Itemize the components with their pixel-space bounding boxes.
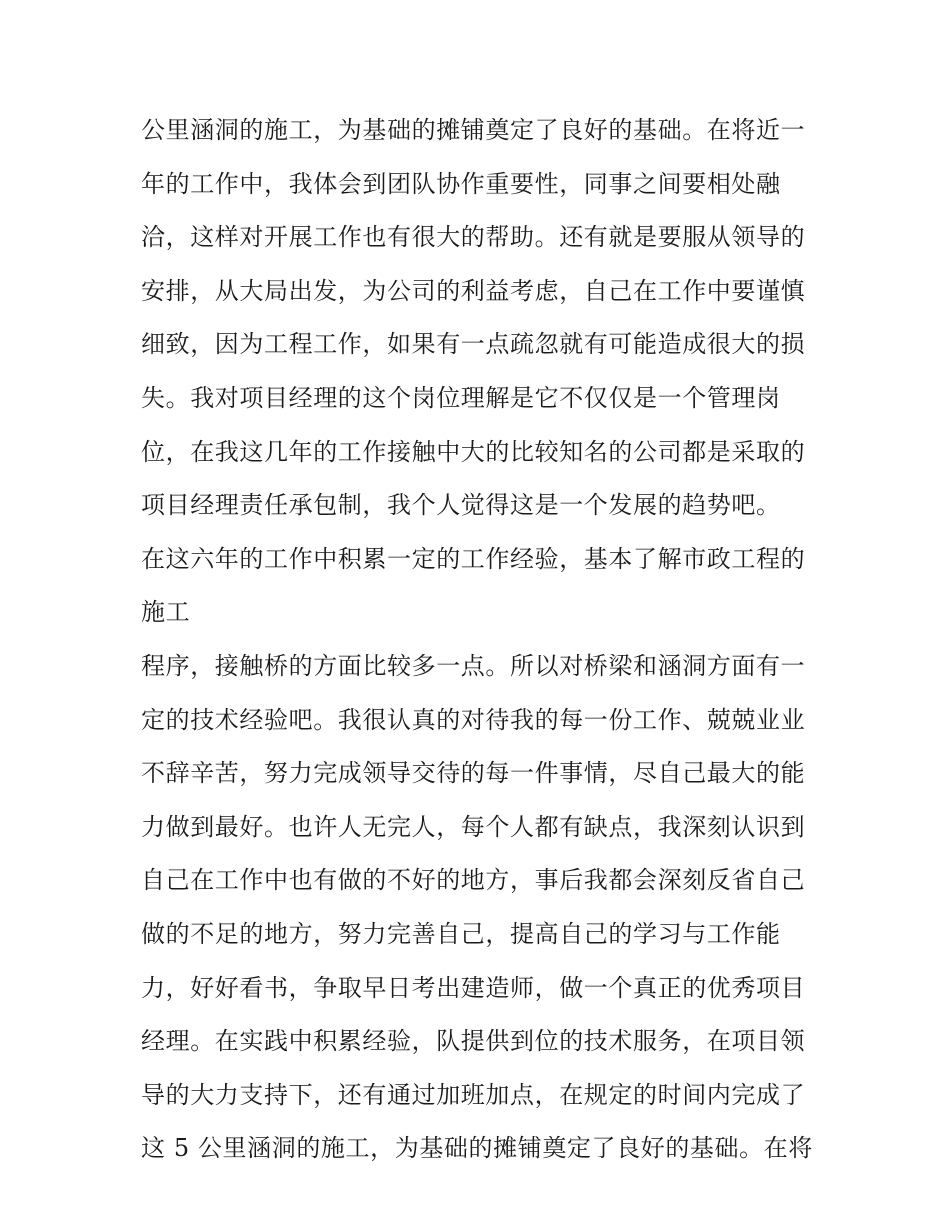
text-line: 在这六年的工作中积累一定的工作经验，基本了解市政工程的 xyxy=(141,544,806,573)
text-line: 程序，接触桥的方面比较多一点。所以对桥梁和涵洞方面有一 xyxy=(141,651,806,680)
text-line: 这 5 公里涵洞的施工，为基础的摊铺奠定了良好的基础。在将 xyxy=(141,1134,813,1163)
text-line: 洽，这样对开展工作也有很大的帮助。还有就是要服从领导的 xyxy=(141,223,806,252)
text-line: 做的不足的地方，努力完善自己，提高自己的学习与工作能 xyxy=(141,919,781,948)
text-line: 安排，从大局出发，为公司的利益考虑，自己在工作中要谨慎 xyxy=(141,276,806,305)
text-line: 施工 xyxy=(141,598,191,627)
text-line: 导的大力支持下，还有通过加班加点，在规定的时间内完成了 xyxy=(141,1080,806,1109)
text-line: 位，在我这几年的工作接触中大的比较知名的公司都是采取的 xyxy=(141,437,806,466)
text-line: 细致，因为工程工作，如果有一点疏忽就有可能造成很大的损 xyxy=(141,330,806,359)
text-line: 公里涵洞的施工，为基础的摊铺奠定了良好的基础。在将近一 xyxy=(141,116,806,144)
text-line: 自己在工作中也有做的不好的地方，事后我都会深刻反省自己 xyxy=(141,866,806,895)
text-line: 项目经理责任承包制，我个人觉得这是一个发展的趋势吧。 xyxy=(141,491,781,520)
text-line: 不辞辛苦，努力完成领导交待的每一件事情，尽自己最大的能 xyxy=(141,759,806,788)
text-line: 失。我对项目经理的这个岗位理解是它不仅仅是一个管理岗 xyxy=(141,383,781,412)
text-line: 年的工作中，我体会到团队协作重要性，同事之间要相处融 xyxy=(141,169,781,198)
body-text xyxy=(141,104,821,1176)
text-line: 力做到最好。也许人无完人，每个人都有缺点，我深刻认识到 xyxy=(141,812,806,841)
text-line: 经理。在实践中积累经验，队提供到位的技术服务，在项目领 xyxy=(141,1027,806,1056)
text-line: 力，好好看书，争取早日考出建造师，做一个真正的优秀项目 xyxy=(141,973,806,1002)
text-line: 定的技术经验吧。我很认真的对待我的每一份工作、兢兢业业 xyxy=(141,705,806,734)
